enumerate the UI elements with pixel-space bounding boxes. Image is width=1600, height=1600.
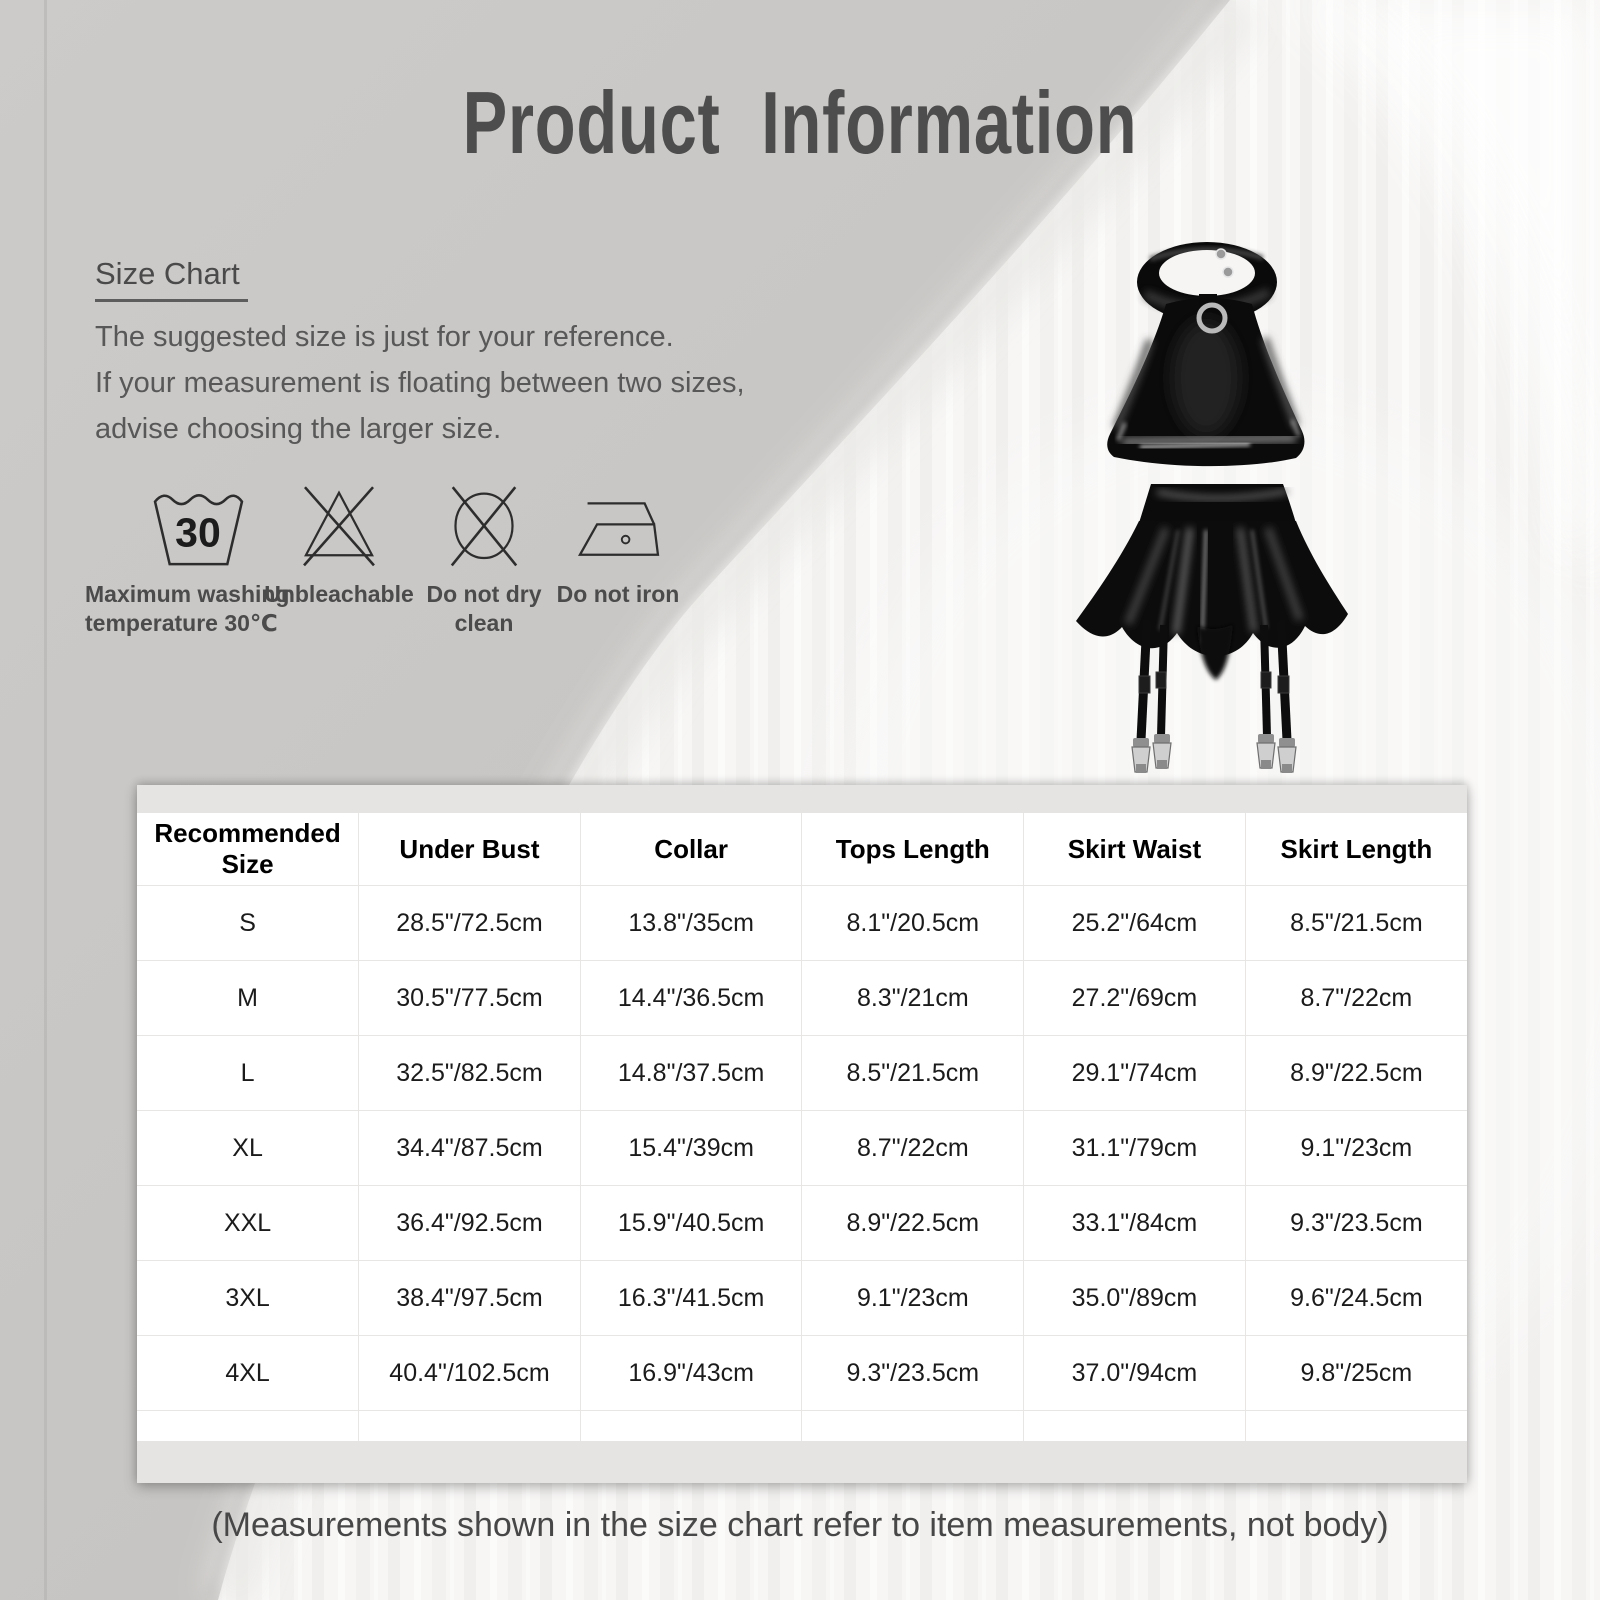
garter-clip [1278,738,1296,773]
snap-button [1223,267,1233,277]
size-table [137,813,1467,1441]
table-row [137,1186,1467,1261]
table-cell: 8.7"/22cm [1245,961,1467,1036]
table-cell: 36.4"/92.5cm [359,1186,581,1261]
table-cell: 8.9"/22.5cm [1245,1036,1467,1111]
table-cell: 9.8"/25cm [1245,1336,1467,1411]
table-cell: 31.1"/79cm [1024,1111,1246,1186]
table-cell: 37.0"/94cm [1024,1336,1246,1411]
table-spacer-cell [802,1411,1024,1442]
table-row [137,886,1467,961]
column-header: Tops Length [802,813,1024,886]
table-spacer-cell [1245,1411,1467,1442]
header-row [137,813,1467,886]
table-cell: 40.4"/102.5cm [359,1336,581,1411]
column-header: Skirt Waist [1024,813,1246,886]
table-cell: 33.1"/84cm [1024,1186,1246,1261]
table-cell: 28.5"/72.5cm [359,886,581,961]
care-instructions [0,478,800,658]
table-cell: 9.3"/23.5cm [1245,1186,1467,1261]
table-cell: 30.5"/77.5cm [359,961,581,1036]
table-cell: 35.0"/89cm [1024,1261,1246,1336]
table-cell: 16.9"/43cm [580,1336,802,1411]
measurement-disclaimer: (Measurements shown in the size chart refer to item measurements, not body) [211,1506,1389,1544]
table-cell: 15.9"/40.5cm [580,1186,802,1261]
table-row [137,1036,1467,1111]
garter-clip [1132,738,1150,773]
size-chart-table-panel [137,785,1467,1483]
table-cell: 14.4"/36.5cm [580,961,802,1036]
table-cell: L [137,1036,359,1111]
size-chart-note-line: The suggested size is just for your reference. [95,321,674,353]
table-cell: 9.3"/23.5cm [802,1336,1024,1411]
table-cell: M [137,961,359,1036]
table-row [137,961,1467,1036]
table-cell: 4XL [137,1336,359,1411]
care-label: Do not dry clean [426,581,542,636]
do-not-iron-icon [570,492,666,570]
table-cell: 25.2"/64cm [1024,886,1246,961]
column-header: Under Bust [359,813,581,886]
table-cell: 9.1"/23cm [1245,1111,1467,1186]
column-header: Skirt Length [1245,813,1467,886]
garter-clip [1257,734,1275,769]
table-cell: 34.4"/87.5cm [359,1111,581,1186]
table-cell: 13.8"/35cm [580,886,802,961]
page-title: Product Information [462,73,1138,172]
size-chart-note-line: If your measurement is floating between two sizes, [95,367,745,399]
table-cell: 15.4"/39cm [580,1111,802,1186]
product-photo [1000,228,1400,788]
garter-clip [1153,734,1171,769]
table-row [137,1111,1467,1186]
care-item-do-not-iron [534,478,702,609]
size-chart-intro [95,256,915,452]
table-cell: 8.1"/20.5cm [802,886,1024,961]
table-cell: XXL [137,1186,359,1261]
table-spacer-cell [359,1411,581,1442]
table-cell: 9.6"/24.5cm [1245,1261,1467,1336]
table-cell: 8.3"/21cm [802,961,1024,1036]
table-cell: 3XL [137,1261,359,1336]
size-chart-heading: Size Chart [95,256,248,302]
wash-30-icon [149,486,247,570]
snap-button [1216,249,1226,259]
do-not-bleach-icon [293,478,385,570]
column-header: Collar [580,813,802,886]
care-label: Unbleachable [264,581,414,607]
table-cell: 8.9"/22.5cm [802,1186,1024,1261]
halter-crop-top [1107,294,1304,466]
table-cell: 16.3"/41.5cm [580,1261,802,1336]
table-cell: 32.5"/82.5cm [359,1036,581,1111]
table-bottom-band [137,1441,1467,1483]
table-top-band [137,785,1467,813]
table-cell: S [137,886,359,961]
svg-text:30: 30 [174,509,221,556]
table-cell: 29.1"/74cm [1024,1036,1246,1111]
table-row [137,1261,1467,1336]
table-cell: XL [137,1111,359,1186]
care-label: Maximum washing temperature 30℃ [85,581,290,636]
care-label: Do not iron [556,581,680,607]
do-not-dry-clean-icon [438,478,530,570]
size-chart-note-line: advise choosing the larger size. [95,413,502,445]
table-spacer-cell [1024,1411,1246,1442]
table-cell: 14.8"/37.5cm [580,1036,802,1111]
table-cell: 8.5"/21.5cm [1245,886,1467,961]
table-spacer-cell [580,1411,802,1442]
table-cell: 27.2"/69cm [1024,961,1246,1036]
table-cell: 9.1"/23cm [802,1261,1024,1336]
table-spacer-row [137,1411,1467,1442]
column-header: Recommended Size [137,813,359,886]
table-spacer-cell [137,1411,359,1442]
table-cell: 38.4"/97.5cm [359,1261,581,1336]
table-cell: 8.7"/22cm [802,1111,1024,1186]
table-row [137,1336,1467,1411]
table-cell: 8.5"/21.5cm [802,1036,1024,1111]
